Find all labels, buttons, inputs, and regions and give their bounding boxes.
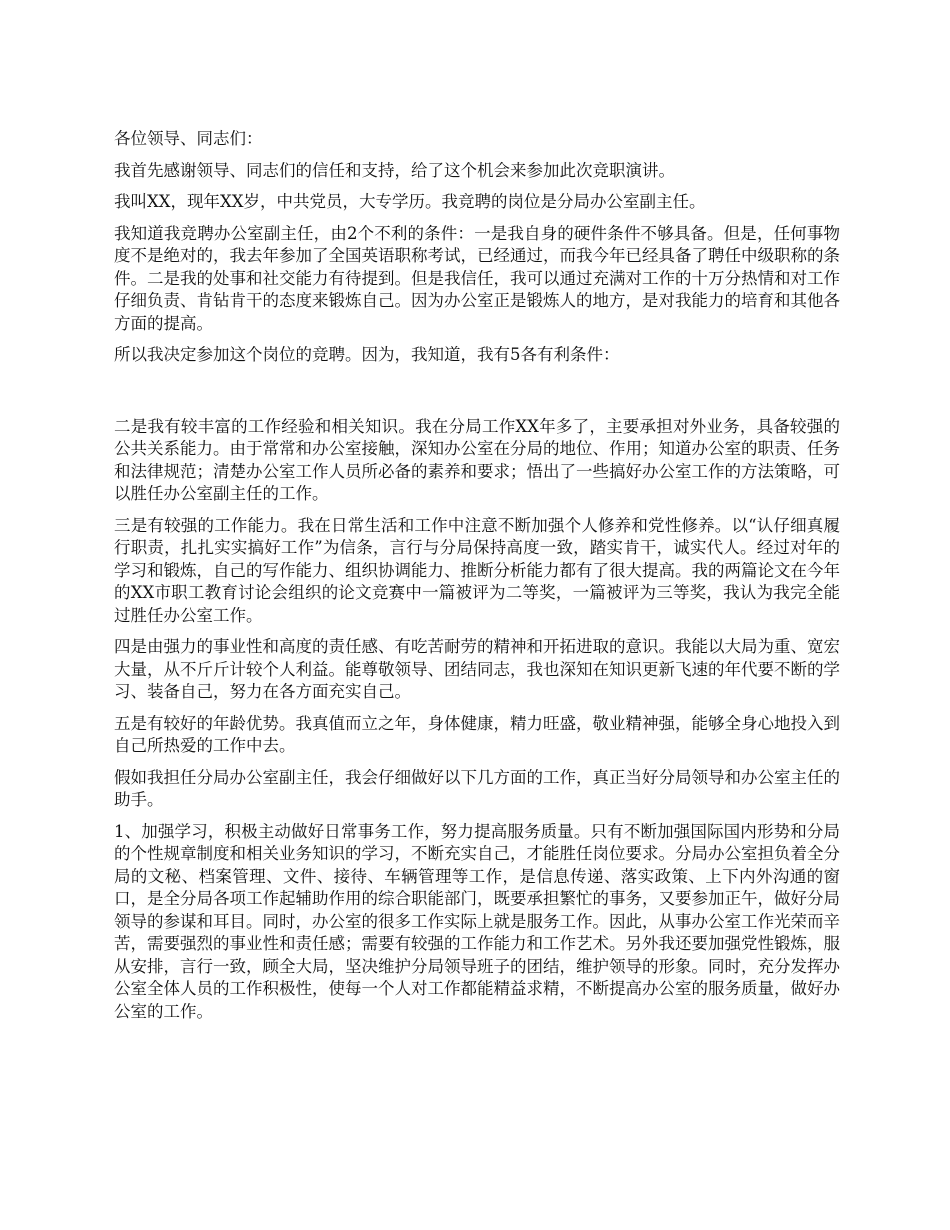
paragraph-decision: 所以我决定参加这个岗位的竞聘。因为，我知道，我有5各有利条件：: [114, 345, 620, 364]
paragraph-plan-1: 1、加强学习，积极主动做好日常事务工作，努力提高服务质量。只有不断加强国际国内形势和分局的个性规章制度和相关业务知识的学习，不断充实自己，才能胜任岗位要求。分局办公室担负着全分局的文秘、档案管理、文件、接待、车辆管理等工作，是信息传递、落实政策、上下内外沟通的窗口，是全分局各项工作起辅助作用的综合职能部门，既要承担繁忙的事务，又要参加正午，做好分局领导的参谋和耳目。同时，办公室的很多工作实际上就是服务工作。因此，从事办公室工作光荣而辛苦，需要强烈的事业性和责任感；需要有较强的工作能力和工作艺术。另外我还要加强党性锻炼，服从安排，言行一致，顾全大局，坚决维护分局领导班子的团结，维护领导的形象。同时，充分发挥办公室全体人员的工作积极性，使每一个人对工作都能精益求精，不断提高办公室的服务质量，做好办公室的工作。: [114, 821, 840, 1021]
paragraph-advantage-3: 三是有较强的工作能力。我在日常生活和工作中注意不断加强个人修养和党性修养。以“认仔细真履行职责，扎扎实实搞好工作”为信条，言行与分局保持高度一致，踏实肯干，诚实代人。经过对年的学习和锻炼，自己的写作能力、组织协调能力、推断分析能力都有了很大提高。我的两篇论文在今年的XX市职工教育讨论会组织的论文竞赛中一篇被评为二等奖，一篇被评为三等奖，我认为我完全能过胜任办公室工作。: [114, 515, 840, 625]
paragraph-thanks: 我首先感谢领导、同志们的信任和支持，给了这个机会来参加此次竞职演讲。: [114, 160, 675, 180]
paragraph-advantage-4: 四是由强力的事业性和高度的责任感、有吃苦耐劳的精神和开拓进取的意识。我能以大局为重、宽宏大量，从不斤斤计较个人利益。能尊敬领导、团结同志，我也深知在知识更新飞速的年代要不断的学习、装备自己，努力在各方面充实自己。: [114, 637, 840, 701]
paragraph-advantage-5: 五是有较好的年龄优势。我真值而立之年，身体健康，精力旺盛，敬业精神强，能够全身心地投入到自己所热爱的工作中去。: [114, 713, 840, 755]
paragraph-plan-intro: 假如我担任分局办公室副主任，我会仔细做好以下几方面的工作，真正当好分局领导和办公室主任的助手。: [114, 767, 840, 809]
speech-body: [114, 128, 840, 1032]
paragraph-disadvantages: 我知道我竞聘办公室副主任，由2个不利的条件：一是我自身的硬件条件不够具备。但是，任何事物度不是绝对的，我去年参加了全国英语职称考试，已经通过，而我今年已经具备了聘任中级职称的条件。二是我的处事和社交能力有待提到。但是我信任，我可以通过充满对工作的十万分热情和对工作仔细负责、肯钻肯干的态度来锻炼自己。因为办公室正是锻炼人的地方，是对我能力的培育和其他各方面的提高。: [114, 223, 840, 333]
blank-gap: [114, 376, 840, 416]
salutation: 各位领导、同志们：: [114, 129, 263, 148]
paragraph-advantage-2: 二是我有较丰富的工作经验和相关知识。我在分局工作XX年多了，主要承担对外业务，具备较强的公共关系能力。由于常常和办公室接触，深知办公室在分局的地位、作用；知道办公室的职责、任务和法律规范；清楚办公室工作人员所必备的素养和要求；悟出了一些搞好办公室工作的方法策略，可以胜任办公室副主任的工作。: [114, 416, 840, 503]
paragraph-self-intro: 我叫XX，现年XX岁，中共党员，大专学历。我竞聘的岗位是分局办公室副主任。: [114, 192, 706, 211]
